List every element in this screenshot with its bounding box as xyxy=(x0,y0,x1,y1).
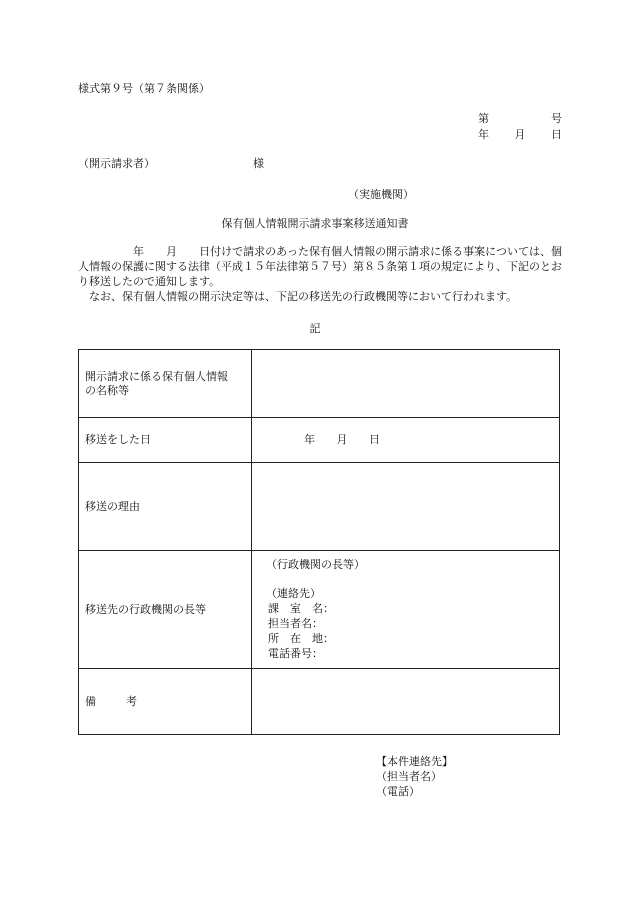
remarks-label-a: 備 xyxy=(85,694,96,708)
remarks-value xyxy=(252,669,560,735)
transfer-details-table xyxy=(78,349,560,735)
document-title: 保有個人情報開示請求事案移送通知書 xyxy=(221,217,409,230)
contact-person: （担当者名） xyxy=(376,770,442,783)
transfer-reason-label: 移送の理由 xyxy=(79,463,252,551)
date-day: 日 xyxy=(551,128,562,141)
contact-phone: （電話） xyxy=(376,785,420,798)
destination-person: 担当者名： xyxy=(268,617,323,630)
destination-phone: 電話番号： xyxy=(268,647,323,660)
date-year: 年 xyxy=(478,128,489,141)
document-date xyxy=(478,126,562,142)
destination-head: （行政機関の長等） xyxy=(266,558,365,571)
transfer-date-value xyxy=(252,418,560,463)
destination-contact: （連絡先） xyxy=(266,587,321,600)
transfer-date-day: 日 xyxy=(369,433,380,446)
transfer-date-year: 年 xyxy=(304,433,315,446)
destination-label: 移送先の行政機関の長等 xyxy=(79,551,252,669)
info-name-label xyxy=(79,350,252,418)
body-paragraph-2: なお、保有個人情報の開示決定等は、下記の移送先の行政機関等において行われます。 xyxy=(89,290,518,303)
doc-number-prefix: 第 xyxy=(478,112,489,125)
remarks-label xyxy=(79,669,252,735)
contact-heading: 【本件連絡先】 xyxy=(376,755,453,768)
info-name-label-line2: の名称等 xyxy=(85,383,129,397)
info-name-label-line1: 開示請求に係る保有個人情報 xyxy=(85,369,228,383)
table-row xyxy=(79,350,560,418)
notice-body xyxy=(78,244,562,304)
remarks-label-b: 考 xyxy=(126,694,137,708)
doc-number-suffix: 号 xyxy=(551,112,562,125)
transfer-reason-value xyxy=(252,463,560,551)
destination-address: 所 在 地： xyxy=(268,632,334,645)
table-row xyxy=(79,551,560,669)
body-paragraph-1: 年 月 日付けで請求のあった保有個人情報の開示請求に係る事案については、個人情報の保護に関する法律（平成１５年法律第５７号）第８５条第１項の規定により、下記のとおり移送したので通知します。 xyxy=(78,245,562,288)
agency-label: （実施機関） xyxy=(348,188,414,201)
table-row xyxy=(79,418,560,463)
date-month: 月 xyxy=(514,128,526,141)
info-name-value xyxy=(252,350,560,418)
destination-section: 課 室 名： xyxy=(268,602,334,615)
transfer-date-month: 月 xyxy=(336,433,348,446)
form-number: 様式第９号（第７条関係） xyxy=(78,82,210,95)
honorific: 様 xyxy=(253,157,264,170)
table-row xyxy=(79,463,560,551)
requester-label: （開示請求者） xyxy=(78,157,155,170)
ki-heading: 記 xyxy=(309,322,321,335)
table-row xyxy=(79,669,560,735)
destination-value xyxy=(252,551,560,669)
document-number xyxy=(478,110,562,124)
contact-block xyxy=(376,754,453,799)
transfer-date-label: 移送をした日 xyxy=(79,418,252,463)
